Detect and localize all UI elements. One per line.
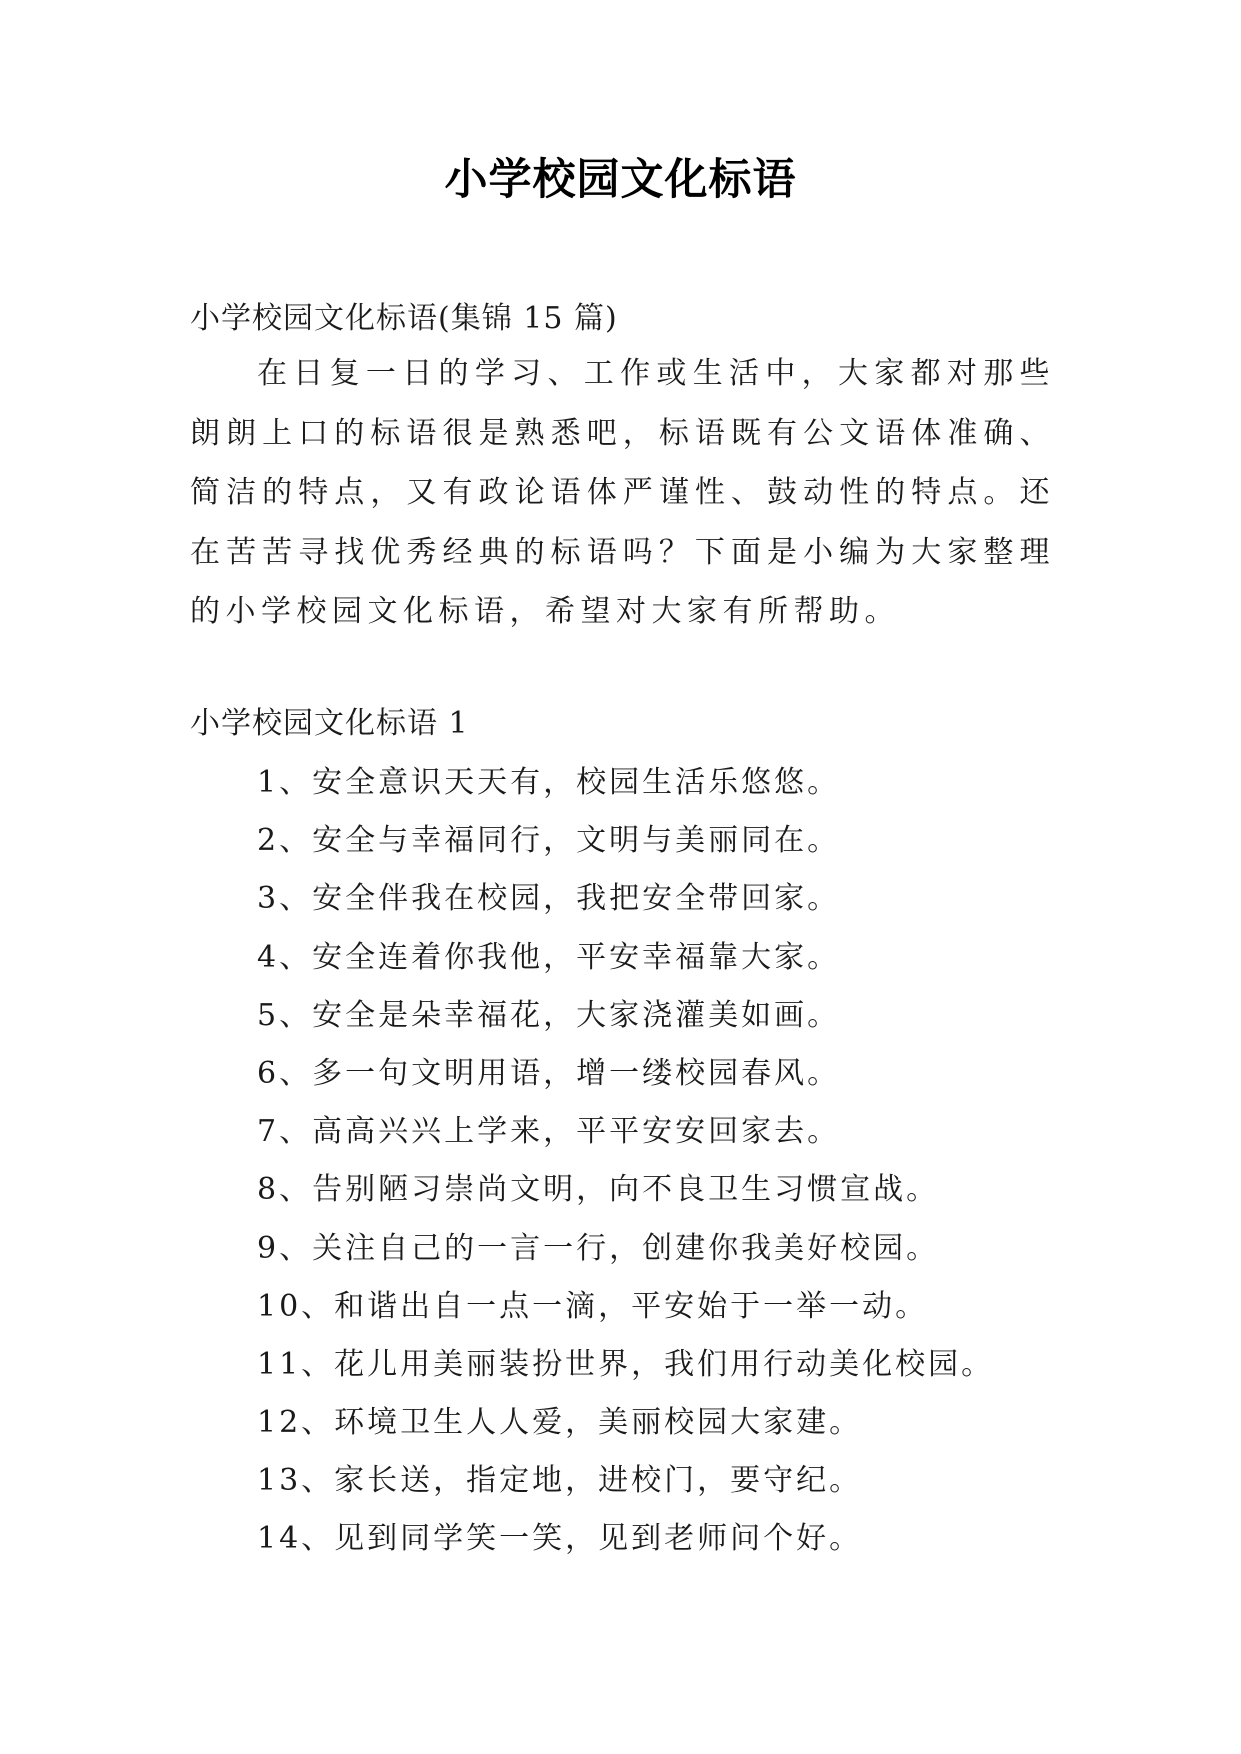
slogan-item: 5、安全是朵幸福花，大家浇灌美如画。 (257, 997, 841, 1033)
slogan-item: 1、安全意识天天有，校园生活乐悠悠。 (257, 765, 841, 800)
slogan-item: 6、多一句文明用语，增一缕校园春风。 (257, 1055, 841, 1091)
slogan-item: 9、关注自己的一言一行，创建你我美好校园。 (257, 1230, 940, 1266)
slogan-item: 8、告别陋习崇尚文明，向不良卫生习惯宣战。 (257, 1172, 940, 1208)
slogan-item: 2、安全与幸福同行，文明与美丽同在。 (257, 823, 841, 859)
slogan-item: 4、安全连着你我他，平安幸福靠大家。 (257, 939, 841, 975)
slogan-list (257, 754, 1057, 1569)
section-heading: 小学校园文化标语 1 (190, 706, 469, 741)
intro-paragraph: 在日复一日的学习、工作或生活中，大家都对那些朗朗上口的标语很是熟悉吧，标语既有公文语体准确、简洁的特点，又有政论语体严谨性、鼓动性的特点。还在苦苦寻找优秀经典的标语吗？下面是小编为大家整理的小学校园文化标语，希望对大家有所帮助。 (190, 356, 1055, 629)
slogan-item: 13、家长送，指定地，进校门，要守纪。 (257, 1463, 863, 1499)
document-subtitle: 小学校园文化标语(集锦 15 篇) (190, 301, 618, 336)
slogan-item: 7、高高兴兴上学来，平平安安回家去。 (257, 1114, 841, 1150)
slogan-item: 12、环境卫生人人爱，美丽校园大家建。 (257, 1405, 863, 1441)
document-title: 小学校园文化标语 (444, 155, 797, 205)
slogan-item: 3、安全伴我在校园，我把安全带回家。 (257, 881, 841, 917)
slogan-item: 11、花儿用美丽装扮世界，我们用行动美化校园。 (257, 1346, 995, 1382)
slogan-item: 10、和谐出自一点一滴，平安始于一举一动。 (257, 1288, 929, 1324)
slogan-item: 14、见到同学笑一笑，见到老师问个好。 (257, 1521, 863, 1557)
